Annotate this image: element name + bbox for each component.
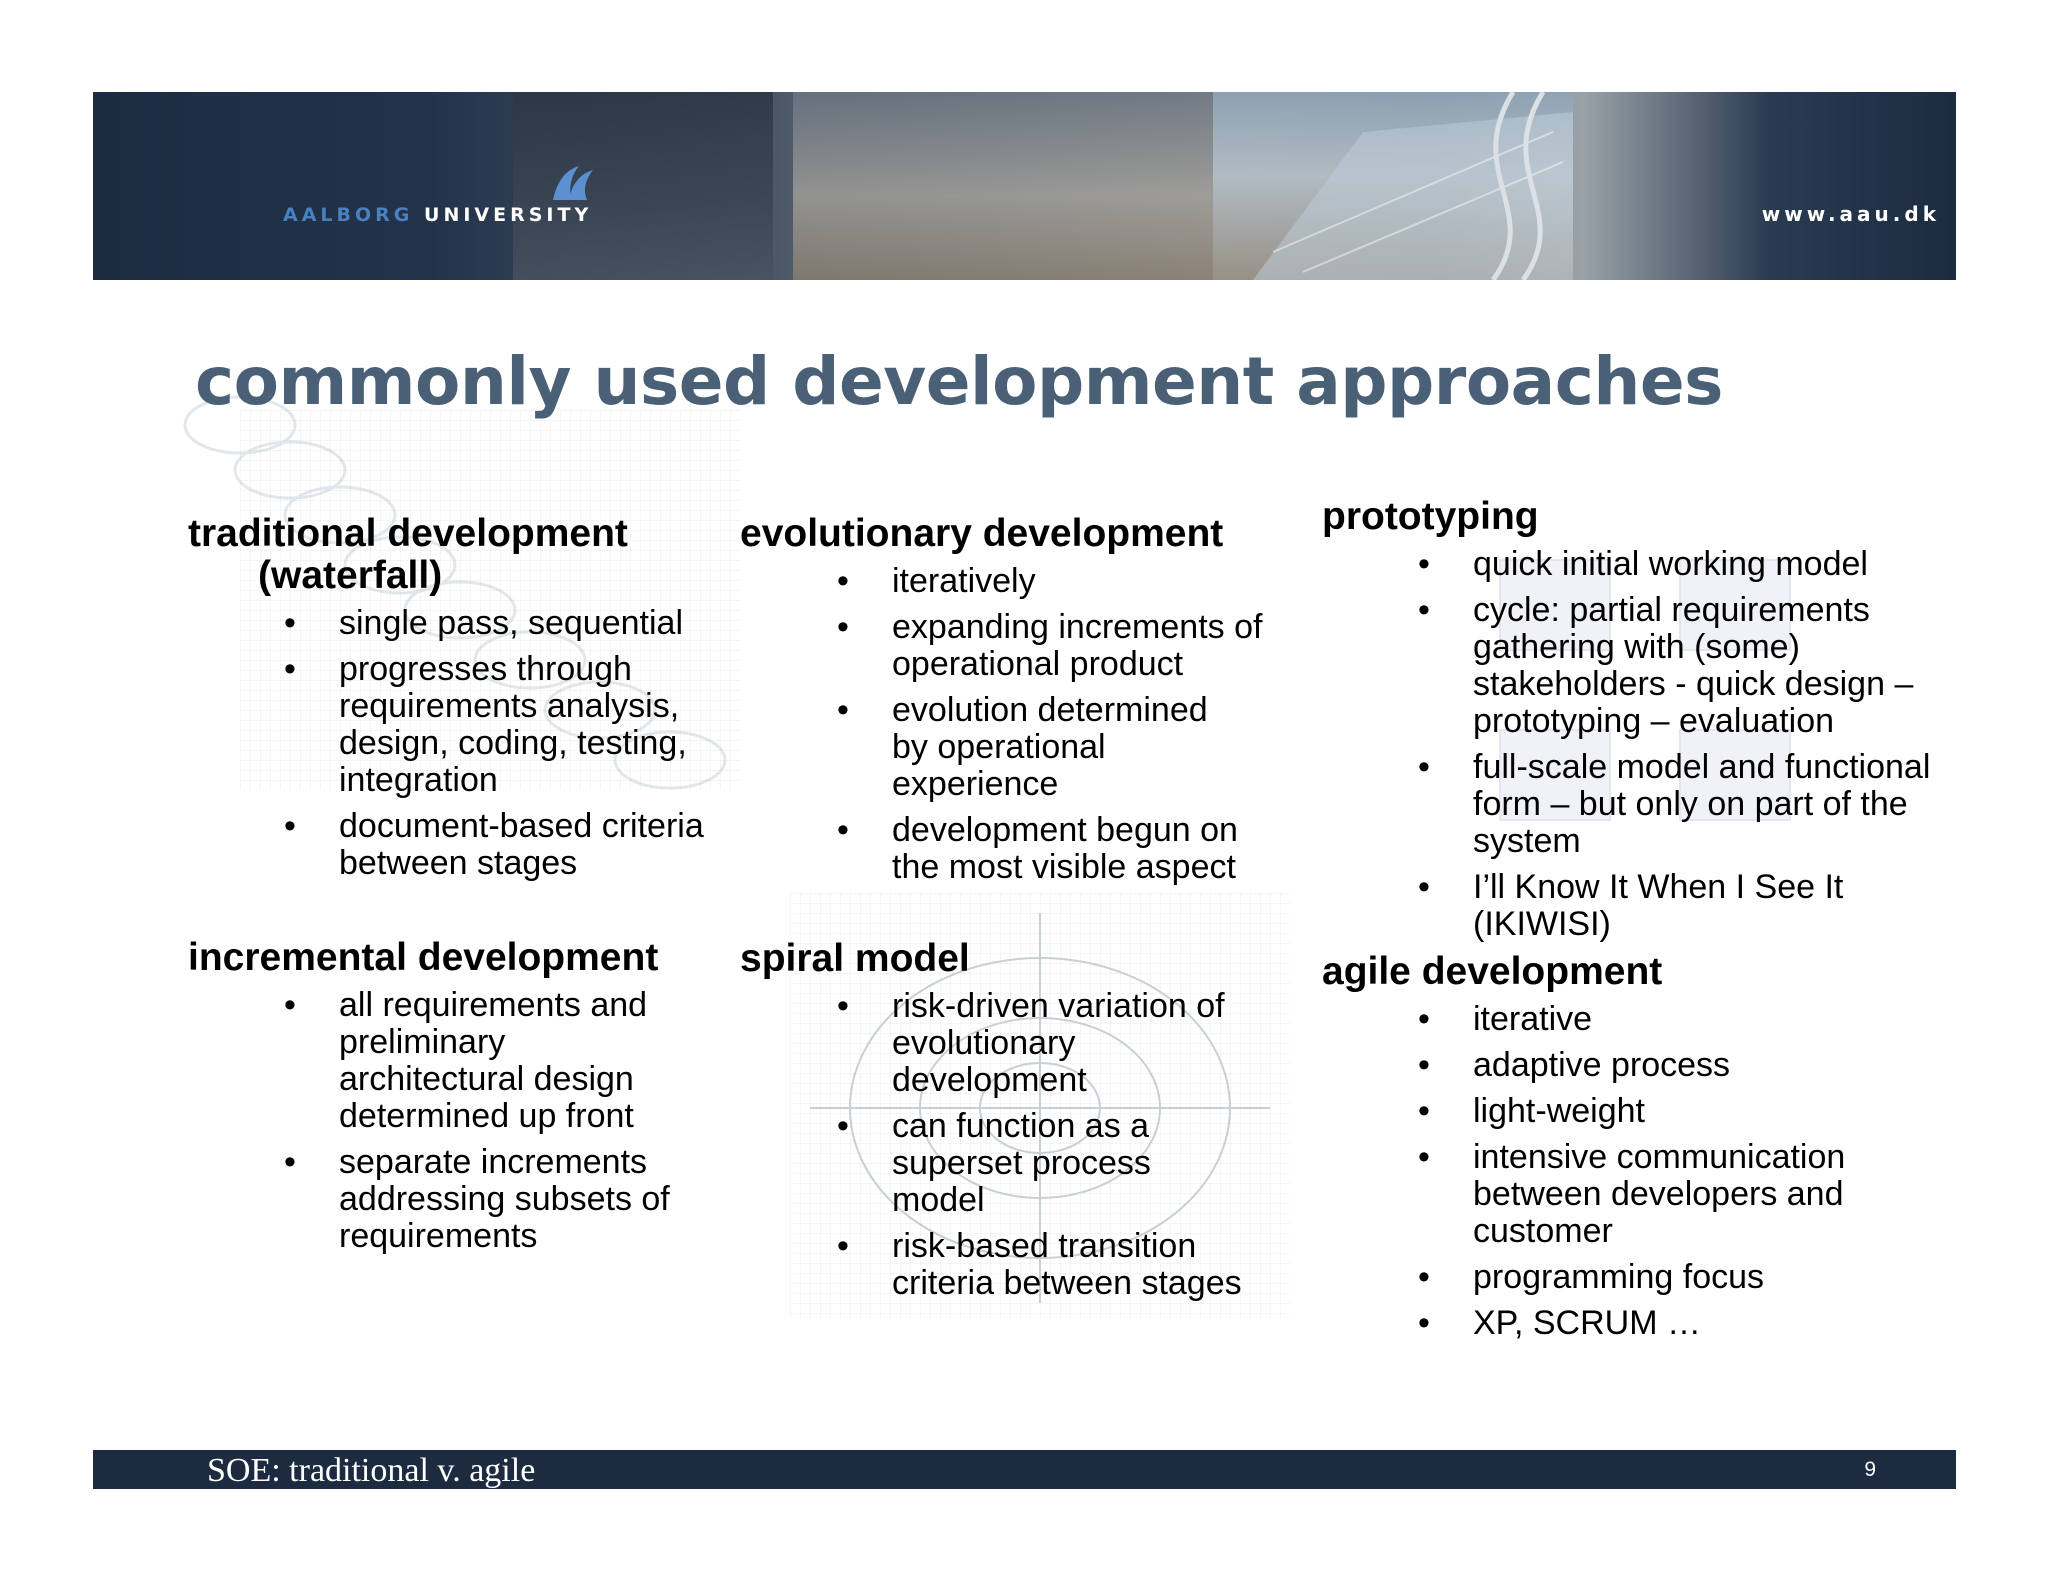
list-item [1418,748,1943,860]
brand-university: UNIVERSITY [424,204,593,226]
list-item [837,811,1272,886]
section-title-prototyping: prototyping [1322,495,1539,538]
list-item-text: progresses through requirements analysis, design, coding, testing, integration [339,650,687,799]
list-item-text: can function as a superset process model [892,1107,1151,1219]
list-item-text: single pass, sequential [339,604,684,642]
banner-building-glass [1213,92,1573,280]
bullet-list-traditional [188,605,748,882]
list-item [1418,1138,1893,1250]
bullet-icon: • [284,650,296,688]
bullet-icon: • [284,604,296,642]
bullet-icon: • [837,562,849,600]
section-incremental [188,937,748,1264]
aau-logo-icon [549,162,597,202]
list-item-text: full-scale model and functional form – but only on part of the system [1473,748,1931,860]
list-item [1418,868,1903,943]
list-item-text: risk-driven variation of evolutionary development [892,987,1225,1099]
list-item [1418,1000,1942,1038]
list-item-text: risk-based transition criteria between stages [892,1227,1242,1302]
bullet-list-spiral [740,988,1300,1302]
bullet-icon: • [837,811,849,849]
list-item [284,650,709,799]
footer-bar [93,1450,1956,1489]
list-item [1418,1092,1942,1130]
bullet-icon: • [837,987,849,1025]
list-item-text: programming focus [1473,1258,1765,1296]
list-item [284,604,748,642]
section-title-line: traditional development [188,512,628,555]
list-item [837,1107,1192,1219]
list-item [1418,1304,1942,1342]
university-logo-text [283,204,592,226]
list-item-text: quick initial working model [1473,545,1868,583]
section-prototyping [1322,496,1942,952]
bullet-icon: • [837,1107,849,1145]
list-item [837,608,1272,683]
bullet-list-evolutionary [740,563,1300,886]
bullet-icon: • [284,986,296,1024]
bullet-icon: • [1418,1304,1430,1342]
glass-roof-graphic [1213,92,1573,280]
bullet-icon: • [837,691,849,729]
bullet-icon: • [284,1143,296,1181]
list-item [837,987,1272,1099]
list-item [837,691,1242,803]
list-item-text: iterative [1473,1000,1593,1038]
brand-aalborg: AALBORG [283,204,414,226]
list-item-text: development begun on the most visible aspect [892,811,1238,886]
list-item-text: adaptive process [1473,1046,1731,1084]
footer-title: SOE: traditional v. agile [207,1452,536,1489]
list-item-text: XP, SCRUM … [1473,1304,1701,1342]
bullet-icon: • [1418,1046,1430,1084]
list-item [284,807,709,882]
list-item-text: expanding increments of operational product [892,608,1263,683]
list-item-text: all requirements and preliminary architectural design determined up front [339,986,648,1135]
page-number: 9 [1864,1458,1876,1481]
bullet-icon: • [1418,868,1430,906]
university-url: www.aau.dk [1761,202,1940,226]
section-agile [1322,951,1942,1351]
section-traditional [188,513,748,891]
bullet-icon: • [837,608,849,646]
section-spiral [740,938,1300,1311]
list-item [1418,591,1943,740]
bullet-icon: • [1418,545,1430,583]
bullet-list-prototyping [1322,546,1942,943]
list-item [284,1143,679,1255]
section-title-line: (waterfall) [258,554,443,597]
bullet-icon: • [1418,1138,1430,1176]
section-title-incremental: incremental development [188,936,659,979]
bullet-icon: • [1418,1000,1430,1038]
list-item-text: intensive communication between developers and customer [1473,1138,1846,1250]
bullet-icon: • [1418,1258,1430,1296]
bullet-icon: • [1418,748,1430,786]
list-item [837,1227,1272,1302]
list-item-text: evolution determined by operational experience [892,691,1208,803]
section-title-traditional [188,513,748,597]
list-item-text: light-weight [1473,1092,1645,1130]
bullet-list-agile [1322,1001,1942,1342]
header-banner [93,92,1956,280]
section-title-agile: agile development [1322,950,1663,993]
list-item [837,562,1272,600]
bullet-icon: • [837,1227,849,1265]
list-item [1418,545,1933,583]
list-item [284,986,679,1135]
bullet-icon: • [1418,1092,1430,1130]
list-item [1418,1258,1942,1296]
bullet-icon: • [1418,591,1430,629]
section-evolutionary [740,513,1300,895]
list-item [1418,1046,1942,1084]
bullet-icon: • [284,807,296,845]
bullet-list-incremental [188,987,748,1255]
section-title-spiral: spiral model [740,937,970,980]
list-item-text: iteratively [892,562,1036,600]
list-item-text: I’ll Know It When I See It (IKIWISI) [1473,868,1844,943]
list-item-text: separate increments addressing subsets of requirements [339,1143,670,1255]
list-item-text: cycle: partial requirements gathering with (some) stakeholders - quick design – prototyping – evaluation [1473,591,1914,740]
section-title-evolutionary: evolutionary development [740,512,1224,555]
banner-building-center [793,92,1213,280]
slide-title: commonly used development approaches [195,343,1723,420]
list-item-text: document-based criteria between stages [339,807,704,882]
